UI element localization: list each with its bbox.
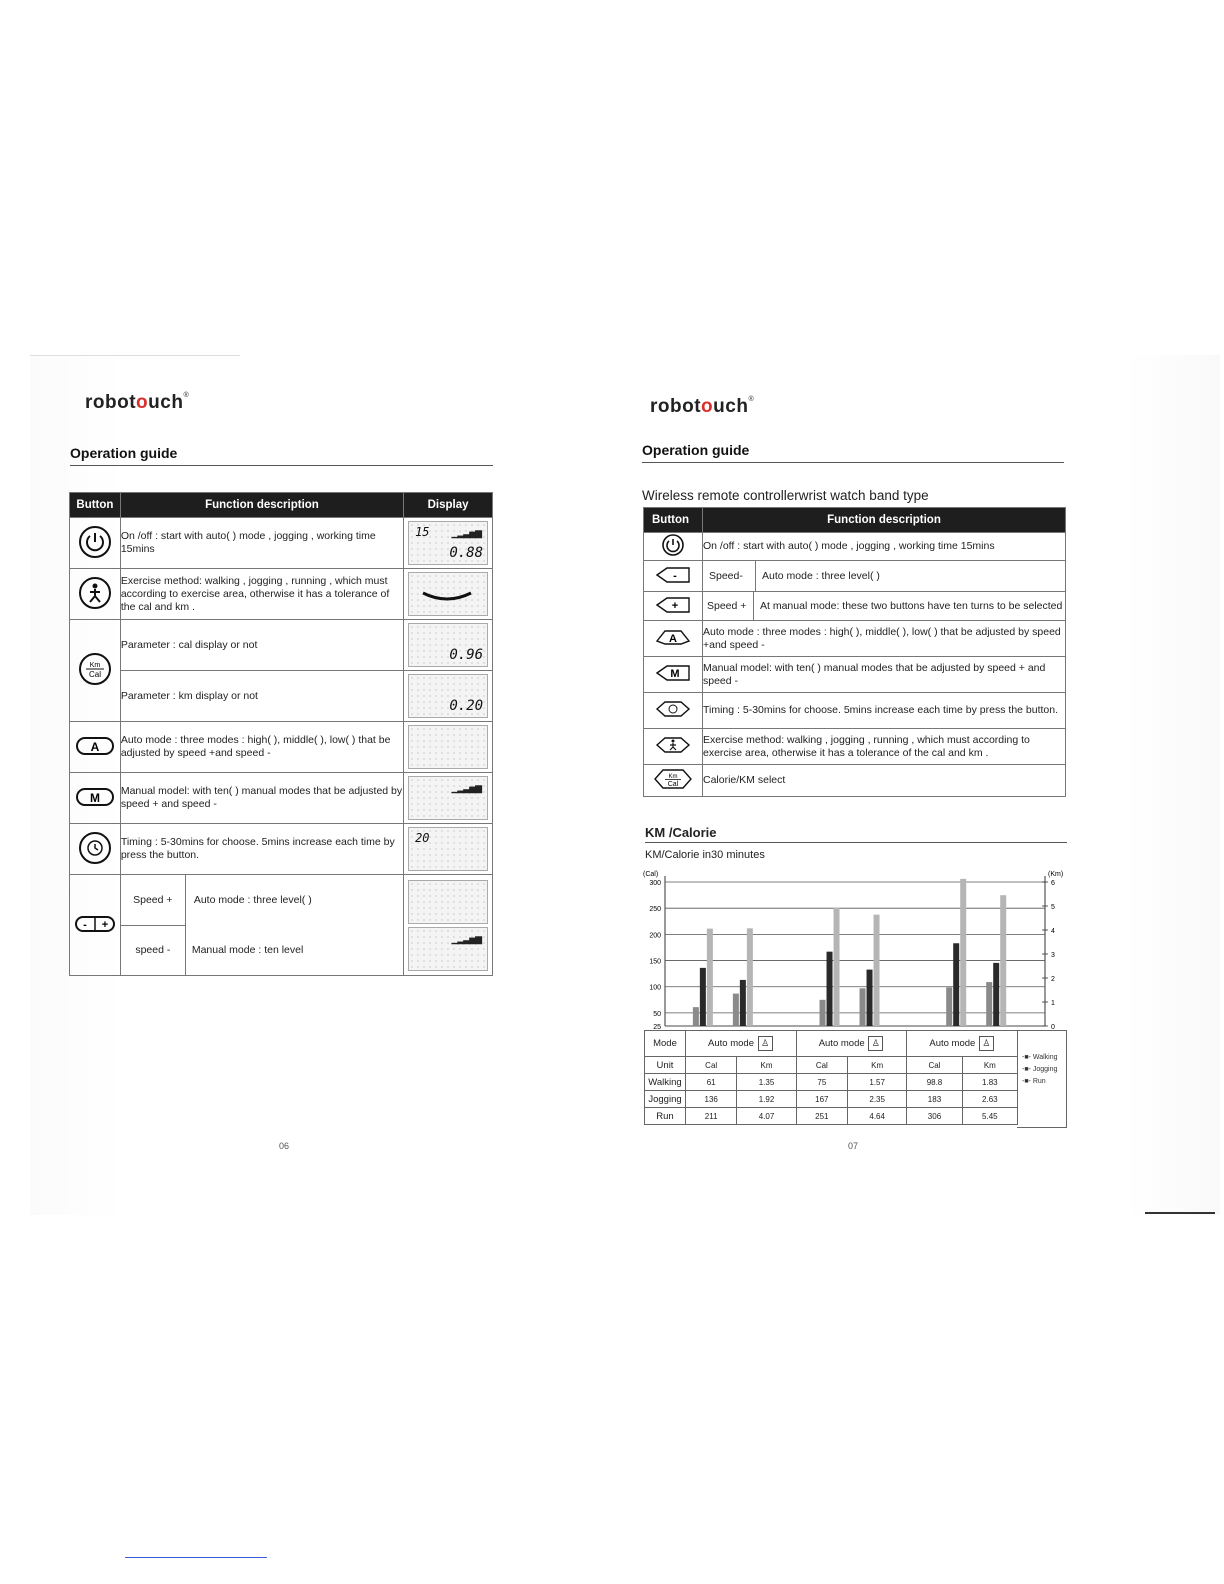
timer-remote-icon [653,699,693,719]
remote-a-button [644,621,703,657]
table-row [645,1074,1018,1091]
bar-km-jogging [867,970,873,1026]
table-row [70,620,493,671]
y-tick-label-left: 200 [649,932,661,940]
km-calorie-chart [640,868,1072,1033]
unit-cell: Km [737,1057,796,1074]
remote-exercise-button [644,729,703,765]
row-desc: Parameter : cal display or not [120,620,403,671]
right-operation-table [643,507,1066,797]
exercise-button [70,569,121,620]
row-label: Walking [645,1074,686,1091]
remote-minus-button [644,561,703,592]
table-row [644,693,1066,729]
unit-label: Unit [645,1057,686,1074]
row-desc: Auto mode : three modes : high( ), middle( ), low( ) that be adjusted by speed +and speed - [703,621,1066,657]
value-cell: 61 [686,1074,737,1091]
value-cell: 75 [796,1074,847,1091]
y-tick-label-left: 25 [653,1024,661,1031]
bar-cal-jogging [827,952,833,1026]
remote-subtitle: Wireless remote controllerwrist watch band type [642,488,929,503]
row-desc: Timing : 5-30mins for choose. 5mins increase each time by press the button. [120,824,403,875]
title-rule-left [70,465,493,466]
table-row [70,569,493,620]
header-display: Display [404,493,493,518]
page-title-right: Operation guide [642,442,750,458]
km-calorie-table [644,1030,1018,1125]
scan-edge-line [30,355,240,356]
mode-label: Mode [645,1031,686,1057]
scan-edge-line [1145,1212,1215,1214]
lcd-display: 15 ▁▂▃▅▆ 0.88 [404,518,493,569]
bar-cal-jogging [953,943,959,1026]
bar-cal-run [960,879,966,1026]
table-row [70,518,493,569]
value-cell: 5.45 [962,1108,1017,1125]
value-cell: 2.35 [848,1091,907,1108]
wave-display-icon [409,573,485,613]
table-row [644,657,1066,693]
manual-m-button [70,773,121,824]
m-letter: M [89,790,100,805]
power-button [70,518,121,569]
table-row [70,671,493,722]
row-desc: Speed- Auto mode : three level( ) [703,561,1066,592]
table-row [70,773,493,824]
chart-legend [1022,1052,1057,1088]
m-remote-icon [653,663,693,683]
table-row [70,875,493,976]
row-desc: Exercise method: walking , jogging , running , which must according to exercise area, otherwise it has a tolerance of the cal and km . [703,729,1066,765]
walker-remote-icon [653,735,693,755]
speed-auto-desc: Auto mode : three level( ) [193,894,312,906]
header-function: Function description [120,493,403,518]
a-remote-icon [653,627,693,647]
y-tick-label-right: 6 [1051,880,1055,887]
lcd-display: 0.96 [404,620,493,671]
row-desc: On /off : start with auto( ) mode , jogging , working time 15mins [703,533,1066,561]
brand-logo-left: robotouch® [85,392,190,413]
row-desc: Manual model: with ten( ) manual modes that be adjusted by speed + and speed - [120,773,403,824]
table-row [644,729,1066,765]
title-rule-right [642,462,1064,463]
y-tick-label-left: 300 [649,880,661,887]
table-row [644,621,1066,657]
value-cell: 4.07 [737,1108,796,1125]
svg-text:Cal: Cal [88,670,101,679]
bar-km-jogging [740,980,746,1026]
lcd-display: 0.20 [404,671,493,722]
header-button: Button [644,508,703,533]
y-tick-label-right: 3 [1051,952,1055,959]
row-desc: Speed + At manual mode: these two buttons have ten turns to be selected [703,592,1066,621]
km-calorie-title: KM /Calorie [645,825,717,840]
lcd-display: ▁▂▃▅▆ [404,773,493,824]
table-row [70,722,493,773]
row-desc: Timing : 5-30mins for choose. 5mins increase each time by press the button. [703,693,1066,729]
table-row [644,765,1066,797]
bar-cal-run [707,929,713,1026]
bar-cal-run [834,908,840,1026]
bar-cal-walking [946,987,952,1026]
page-number-left: 06 [279,1141,290,1151]
svg-text:A: A [669,633,677,645]
table-row [70,824,493,875]
table-row [645,1108,1018,1125]
bar-km-walking [733,994,739,1026]
bar-cal-walking [820,1000,826,1026]
minus-plus-icon [74,915,116,933]
row-desc: Manual model: with ten( ) manual modes that be adjusted by speed + and speed - [703,657,1066,693]
svg-text:Cal: Cal [667,781,679,788]
lcd-display: ▁▂▃▅▆ [404,875,493,976]
value-cell: 183 [907,1091,962,1108]
minus-remote-icon [653,565,693,585]
row-desc: Calorie/KM select [703,765,1066,797]
unit-cell: Km [962,1057,1017,1074]
a-letter: A [90,739,100,754]
remote-power-button [644,533,703,561]
group-label: Auto mode ♙ [907,1031,1018,1057]
svg-text:M: M [670,668,680,680]
value-cell: 4.64 [848,1108,907,1125]
y-tick-label-left: 150 [649,958,661,966]
value-cell: 306 [907,1108,962,1125]
unit-cell: Cal [796,1057,847,1074]
table-row [644,561,1066,592]
value-cell: 1.57 [848,1074,907,1091]
unit-cell: Cal [686,1057,737,1074]
legend-run: -■- Run [1022,1078,1046,1085]
bar-cal-walking [693,1007,699,1026]
unit-cell: Km [848,1057,907,1074]
remote-timer-button [644,693,703,729]
row-desc: Parameter : km display or not [120,671,403,722]
brand-logo-right: robotouch® [650,396,755,417]
power-icon [660,533,686,557]
table-row [645,1091,1018,1108]
speed-desc-cell [120,875,403,976]
plus-remote-icon [653,595,693,615]
blue-underline [125,1557,267,1558]
bar-km-run [747,928,753,1026]
km-calorie-subtitle: KM/Calorie in30 minutes [645,849,765,861]
speed-plus-label: Speed + [121,875,185,926]
y-tick-label-left: 250 [649,906,661,914]
svg-text:Km: Km [89,662,101,669]
y-tick-label-right: 5 [1051,904,1055,911]
y-tick-label-right: 0 [1051,1024,1055,1031]
table-row [644,592,1066,621]
group-label: Auto mode ♙ [796,1031,907,1057]
value-cell: 1.83 [962,1074,1017,1091]
value-cell: 2.63 [962,1091,1017,1108]
bar-km-walking [860,988,866,1026]
page-number-right: 07 [848,1141,859,1151]
auto-a-button [70,722,121,773]
y-tick-label-right: 4 [1051,928,1055,935]
svg-text:-: - [83,918,87,931]
row-desc: Auto mode : three modes : high( ), middle( ), low( ) that be adjusted by speed +and speed - [120,722,403,773]
remote-m-button [644,657,703,693]
km-cal-button [70,620,121,722]
legend-walking: -■- Walking [1022,1054,1058,1061]
y-tick-label-right: 1 [1051,1000,1055,1007]
svg-text:+: + [671,599,679,612]
bar-km-run [874,915,880,1026]
value-cell: 1.92 [737,1091,796,1108]
bar-km-walking [986,982,992,1026]
y-axis-label-left: (Cal) [643,871,659,878]
row-desc: Exercise method: walking , jogging , running , which must according to exercise area, otherwise it has a tolerance of the cal and km . [120,569,403,620]
value-cell: 251 [796,1108,847,1125]
svg-text:-: - [673,569,677,582]
header-function: Function description [703,508,1066,533]
svg-text:+: + [101,918,109,931]
power-icon [78,525,112,559]
km-title-rule [645,842,1067,843]
y-axis-label-right: (Km) [1048,871,1064,878]
remote-plus-button [644,592,703,621]
bar-cal-jogging [700,968,706,1026]
value-cell: 1.35 [737,1074,796,1091]
walker-icon [78,576,112,610]
bar-km-run [1000,895,1006,1026]
value-cell: 98.8 [907,1074,962,1091]
value-cell: 167 [796,1091,847,1108]
lcd-display: 20 [404,824,493,875]
svg-text:Km: Km [668,774,678,780]
timer-button [70,824,121,875]
table-row [644,533,1066,561]
group-label: Auto mode ♙ [686,1031,797,1057]
remote-km-cal-button [644,765,703,797]
speed-minus-label: speed - [135,944,171,957]
y-tick-label-right: 2 [1051,976,1055,983]
legend-jogging: -■- Jogging [1022,1066,1058,1073]
page-title-left: Operation guide [70,445,178,461]
unit-cell: Cal [907,1057,962,1074]
value-cell: 136 [686,1091,737,1108]
km-cal-remote-icon [651,767,695,791]
timer-icon [78,831,112,865]
row-desc: On /off : start with auto( ) mode , jogging , working time 15mins [120,518,403,569]
speed-manual-desc: Manual mode : ten level [191,944,304,956]
value-cell: 211 [686,1108,737,1125]
m-button-icon [75,786,115,808]
km-cal-icon [78,652,112,686]
y-tick-label-left: 50 [653,1010,661,1018]
lcd-display [404,569,493,620]
left-operation-table [69,492,493,976]
header-button: Button [70,493,121,518]
y-tick-label-left: 100 [649,984,661,992]
row-label: Run [645,1108,686,1125]
a-button-icon [75,735,115,757]
row-label: Jogging [645,1091,686,1108]
lcd-display [404,722,493,773]
speed-buttons [70,875,121,976]
bar-km-jogging [993,963,999,1026]
